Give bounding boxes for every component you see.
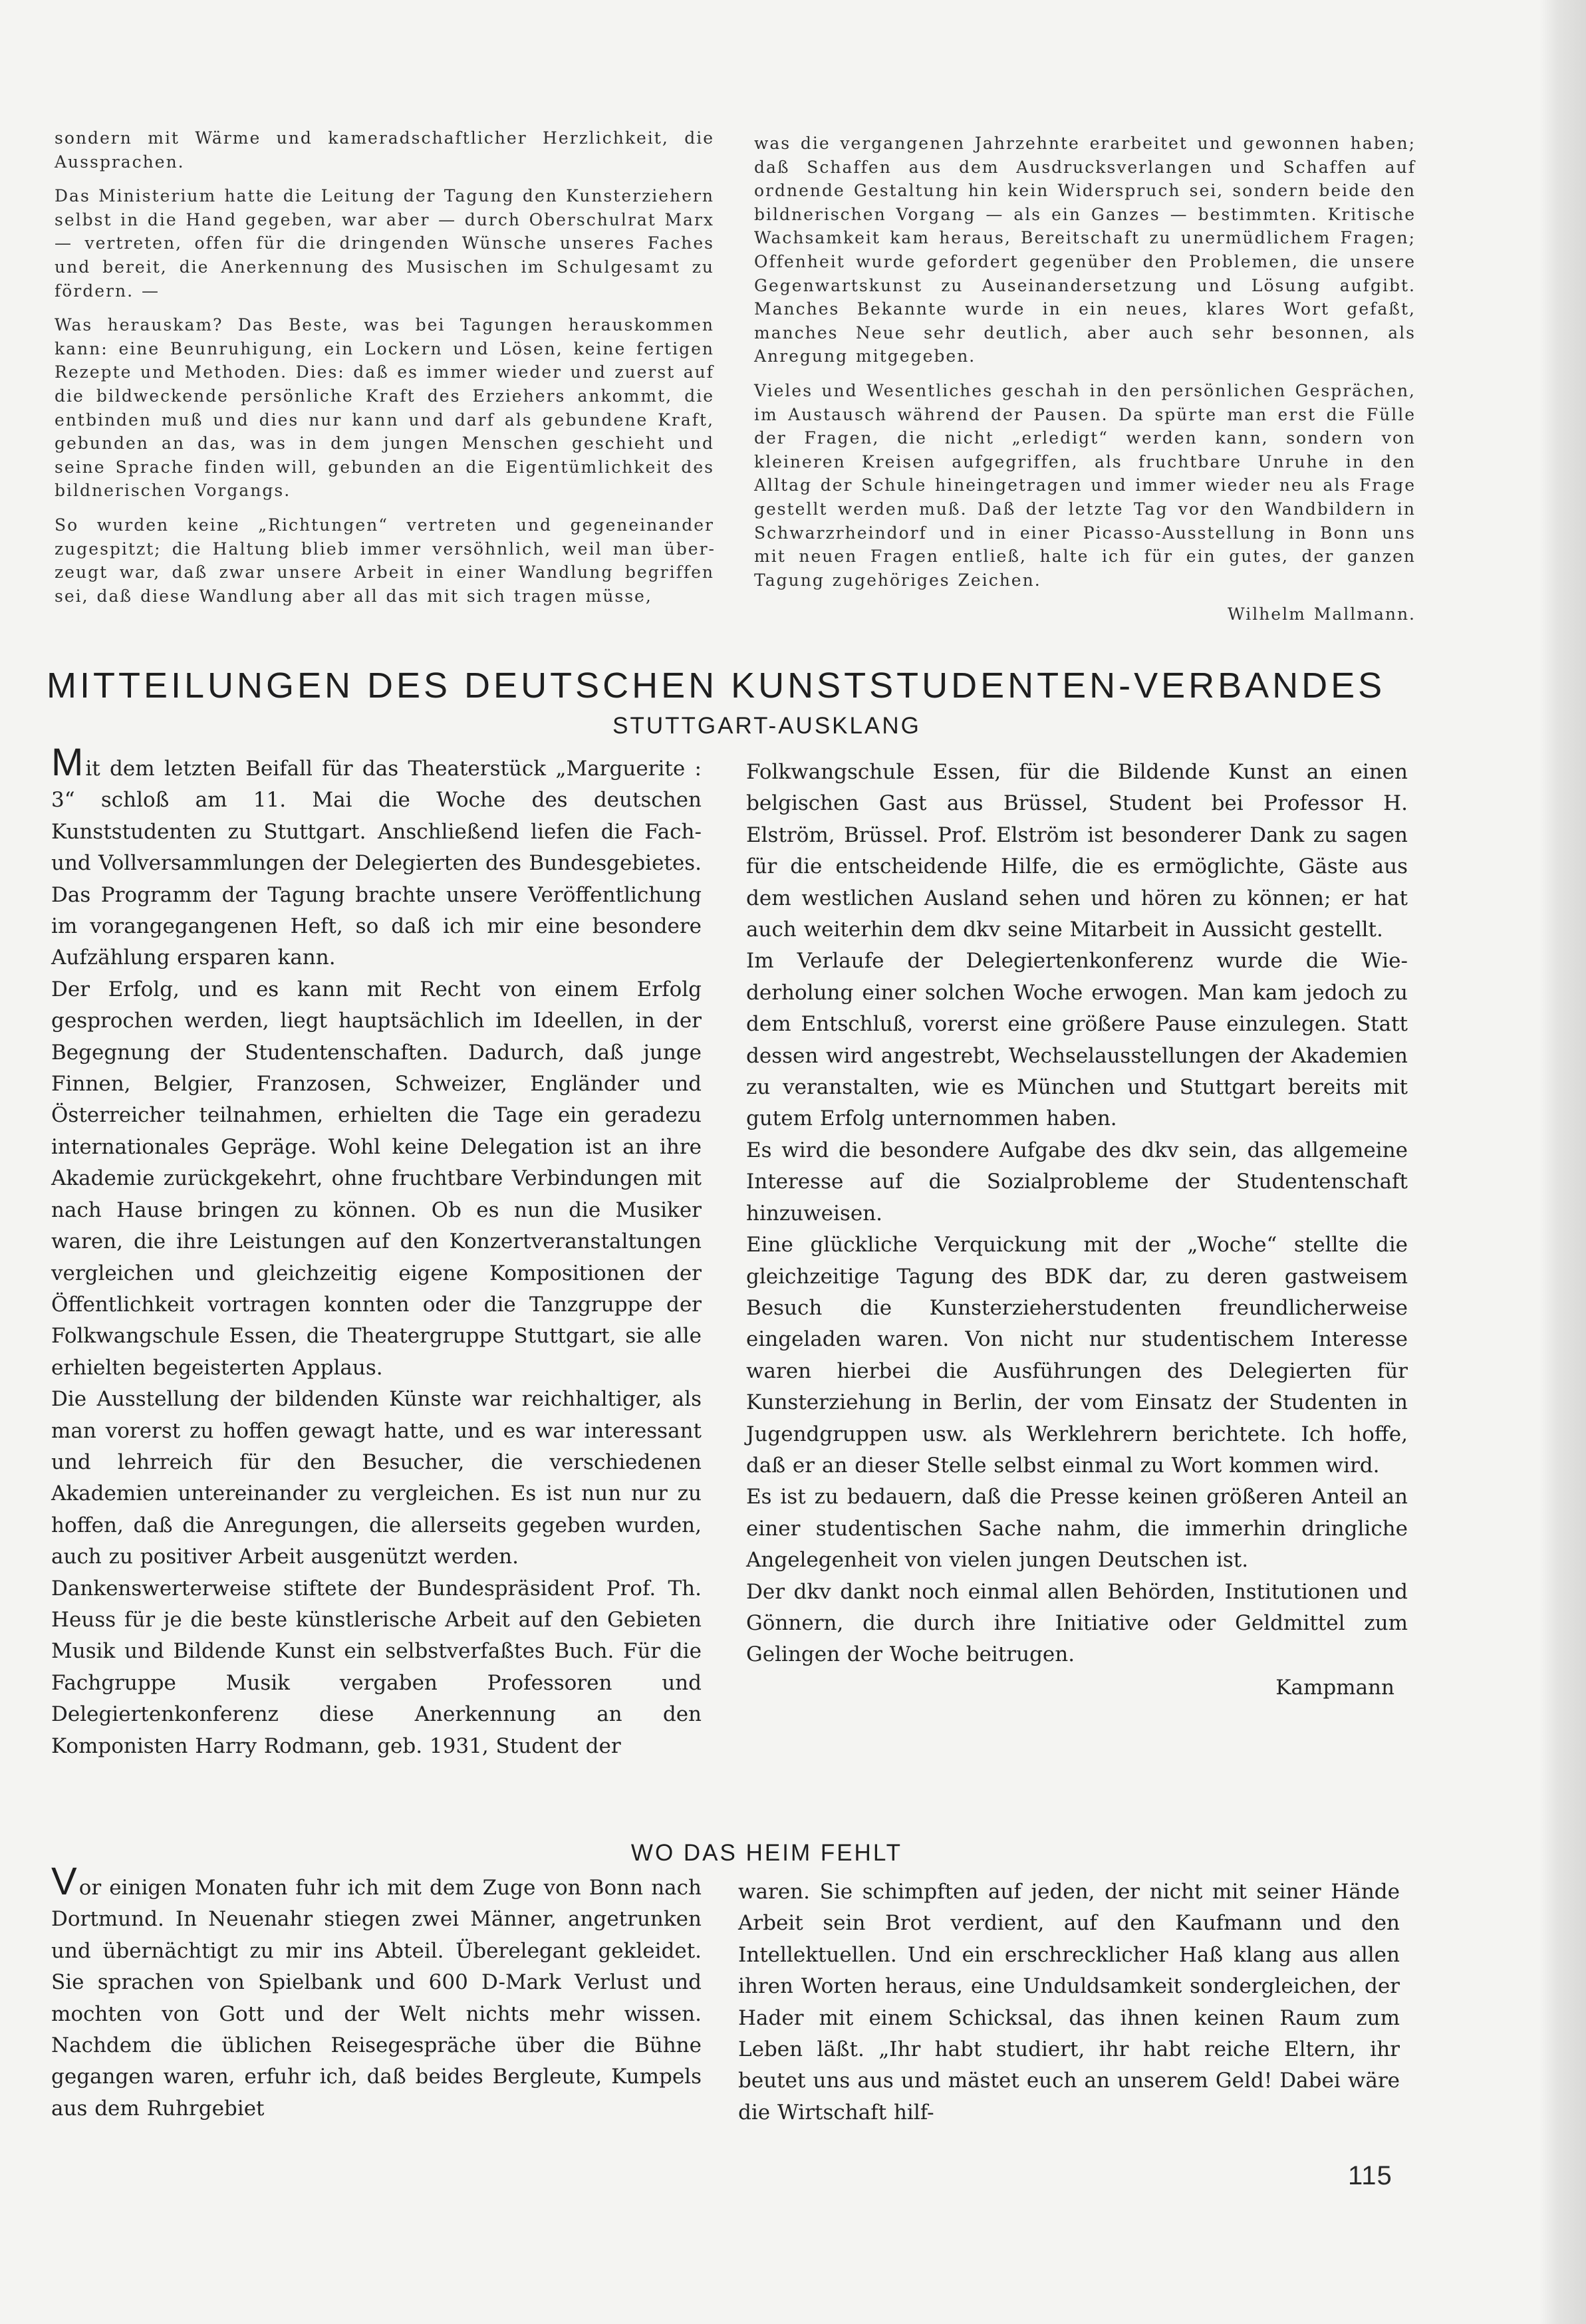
article1-right-column xyxy=(746,757,1408,1704)
article1-left-column xyxy=(51,741,702,1762)
paragraph-text: it dem letzten Beifall für das Theaterstück „Marguerite : 3“ schloß am 11. Mai die Woche des deutschen Kunststudenten zu Stuttgart. Anschließend liefen die Fach- und Vollversammlungen der Delegierten des Bundesgebietes. Das Programm der Tagung brachte unsere Veröffentlichung im vorangegangenen Heft, so daß ich mir eine besondere Aufzählung ersparen kann. xyxy=(51,757,702,970)
paragraph: waren. Sie schimpften auf jeden, der nicht mit seiner Hände Arbeit sein Brot verdient, auf den Kaufmann und den Intellektuellen. Und ein erschrecklicher Haß klang aus allen ihren Worten heraus, eine Unduldsamkeit sondergleichen, der Hader mit einem Schicksal, das ihnen keinen Raum zum Leben läßt. „Ihr habt studiert, ihr habt reiche Eltern, ihr beutet uns aus und mästet euch an unserem Geld! Dabei wäre die Wirtschaft hilf- xyxy=(738,1880,1400,2125)
top-right-column xyxy=(754,132,1416,626)
page-number: 115 xyxy=(1348,2161,1392,2190)
paragraph: sondern mit Wärme und kameradschaftlicher Herzlichkeit, die Aussprachen. xyxy=(55,128,714,172)
drop-cap: V xyxy=(51,1860,77,1903)
article-title: STUTTGART-AUSKLANG xyxy=(612,713,921,739)
binding-shadow xyxy=(1539,0,1586,2324)
drop-cap: M xyxy=(51,741,84,784)
section-heading: MITTEILUNGEN DES DEUTSCHEN KUNSTSTUDENTEN-VERBANDES xyxy=(47,666,1386,706)
paragraph: Vieles und Wesentliches geschah in den persönlichen Gesprächen, im Austausch während der Pausen. Da spürte man erst die Fülle der Fragen, die nicht „erledigt“ werden kann, sondern von kleineren Kreisen aufgegriffen, als fruchtbare Unruhe in den Alltag der Schule hineingetragen und immer wieder neu als Frage gestellt werden muß. Daß der letzte Tag vor den Wandbildern in Schwarzrheindorf und in einer Picasso-Ausstellung in Bonn uns mit neuen Fragen entließ, halte ich für ein gutes, der ganzen Tagung zugehöriges Zeichen. xyxy=(754,380,1416,590)
paragraph xyxy=(51,741,702,974)
article2-left-column xyxy=(51,1860,702,2125)
top-left-column xyxy=(55,126,714,618)
paragraph: Es ist zu bedauern, daß die Presse keinen größeren Anteil an einer studentischen Sache nahm, die immerhin dringliche Angelegenheit von vielen jungen Deutschen ist. xyxy=(746,1485,1408,1573)
article2-right-column xyxy=(738,1876,1400,2129)
paragraph xyxy=(51,1860,702,2125)
author-signature: Kampmann xyxy=(1275,1675,1394,1700)
paragraph: Was herauskam? Das Beste, was bei Tagungen herauskommen kann: eine Beunruhigung, ein Lockern und Lösen, keine fertigen Rezepte und Methoden. Dies: daß es immer wieder und zuerst auf die bildweckende persönliche Kraft des Erziehers ankommt, die entbinden muß und dies nur kann und darf als gebundene Kraft, gebunden an das, was in dem jungen Menschen geschieht und seine Sprache finden will, gebunden an die Eigentümlichkeit des bildnerischen Vorgangs. xyxy=(55,315,714,501)
paragraph: Es wird die besondere Aufgabe des dkv sein, das allgemeine Interesse auf die Sozialprobleme der Studentenschaft hinzuweisen. xyxy=(746,1138,1408,1226)
paragraph: Im Verlaufe der Delegiertenkonferenz wurde die Wiederholung einer solchen Woche erwogen. Man kam jedoch zu dem Entschluß, vorerst eine größere Pause einzulegen. Statt dessen wird angestrebt, Wechselausstellungen der Akademien zu veranstalten, wie es München und Stuttgart bereits mit gutem Erfolg unternommen haben. xyxy=(746,949,1408,1131)
paragraph: Das Ministerium hatte die Leitung der Tagung den Kunsterziehern selbst in die Hand gegeben, war aber — durch Oberschulrat Marx — vertreten, offen für die dringenden Wünsche unseres Faches und bereit, die Anerkennung des Musischen im Schulgesamt zu fördern. — xyxy=(55,186,714,301)
paragraph-text: or einigen Monaten fuhr ich mit dem Zuge von Bonn nach Dortmund. In Neuenahr stiegen zwei Männer, angetrunken und übernächtigt zu mir ins Abteil. Überelegant gekleidet. Sie sprachen von Spielbank und 600 D-Mark Verlust und mochten von Gott und der Welt nichts mehr wissen. Nachdem die üblichen Reisegespräche über die Bühne gegangen waren, erfuhr ich, daß beides Bergleute, Kumpels aus dem Ruhrgebiet xyxy=(51,1876,702,2121)
article-title: WO DAS HEIM FEHLT xyxy=(630,1840,903,1866)
author-signature: Wilhelm Mallmann. xyxy=(1227,604,1416,624)
paragraph: Der Erfolg, und es kann mit Recht von einem Erfolg gesprochen werden, liegt hauptsächlich im Ideellen, in der Begegnung der Studentenschaften. Dadurch, daß junge Finnen, Belgier, Franzosen, Schweizer, Engländer und Österreicher teilnahmen, erhielten die Tage ein geradezu internationales Gepräge. Wohl keine Delegation ist an ihre Akademie zurückgekehrt, ohne fruchtbare Verbindungen mit nach Hause bringen zu können. Ob es nun die Musiker waren, die ihre Leistungen auf den Konzertveranstaltungen vergleichen und gleichzeitig eigene Kompositionen der Öffentlichkeit vortragen konnten oder die Tanzgruppe der Folkwangschule Essen, die Theatergruppe Stuttgart, sie alle erhielten begeisterten Applaus. xyxy=(51,977,702,1380)
paragraph: Der dkv dankt noch einmal allen Behörden, Institutionen und Gönnern, die durch ihre Initiative oder Geldmittel zum Gelingen der Woche beitrugen. xyxy=(746,1579,1408,1667)
paragraph: So wurden keine „Richtungen“ vertreten und gegeneinander zugespitzt; die Haltung blieb immer versöhnlich, weil man überzeugt war, daß zwar unsere Arbeit in einer Wandlung begriffen sei, daß diese Wandlung aber all das mit sich tragen müsse, xyxy=(55,515,714,606)
paragraph: Dankenswerterweise stiftete der Bundespräsident Prof. Th. Heuss für je die beste künstlerische Arbeit auf den Gebieten Musik und Bildende Kunst ein selbstverfaßtes Buch. Für die Fachgruppe Musik vergaben Professoren und Delegiertenkonferenz diese Anerkennung an den Komponisten Harry Rodmann, geb. 1931, Student der xyxy=(51,1576,702,1758)
paragraph: Eine glückliche Verquickung mit der „Woche“ stellte die gleichzeitige Tagung des BDK dar, zu deren gastweisem Besuch die Kunsterzieherstudenten freundlicherweise eingeladen waren. Von nicht nur studentischem Interesse waren hierbei die Ausführungen des Delegierten für Kunsterziehung in Berlin, der vom Einsatz der Studenten in Jugendgruppen usw. als Werklehrern berichtete. Ich hoffe, daß er an dieser Stelle selbst einmal zu Wort kommen wird. xyxy=(746,1233,1408,1478)
paragraph: Folkwangschule Essen, für die Bildende Kunst an einen belgischen Gast aus Brüssel, Student bei Professor H. Elström, Brüssel. Prof. Elström ist besonderer Dank zu sagen für die entscheidende Hilfe, die es ermöglichte, Gäste aus dem westlichen Ausland sehen und hören zu können; er hat auch weiterhin dem dkv seine Mitarbeit in Aussicht gestellt. xyxy=(746,760,1408,942)
paragraph: was die vergangenen Jahrzehnte erarbeitet und gewonnen haben; daß Schaffen aus dem Ausdrucksverlangen und Schaffen auf ordnende Gestaltung hin kein Widerspruch sei, sondern beide den bildnerischen Vorgang — als ein Ganzes — bestimmten. Kritische Wachsamkeit kam heraus, Bereitschaft zu unermüdlichem Fragen; Offenheit wurde gefordert gegenüber den Problemen, die unsere Gegenwartskunst zu Auseinandersetzung und Lösung aufgibt. Manches Bekannte wurde in ein neues, klares Wort gefaßt, manches Neue sehr deutlich, aber auch sehr besonnen, als Anregung mitgegeben. xyxy=(754,134,1416,366)
paragraph: Die Ausstellung der bildenden Künste war reichhaltiger, als man vorerst zu hoffen gewagt hatte, und es war interessant und lehrreich für den Besucher, die verschiedenen Akademien untereinander zu vergleichen. Es ist nun nur zu hoffen, daß die Anregungen, die allerseits gegeben wurden, auch zu positiver Arbeit ausgenützt werden. xyxy=(51,1387,702,1569)
